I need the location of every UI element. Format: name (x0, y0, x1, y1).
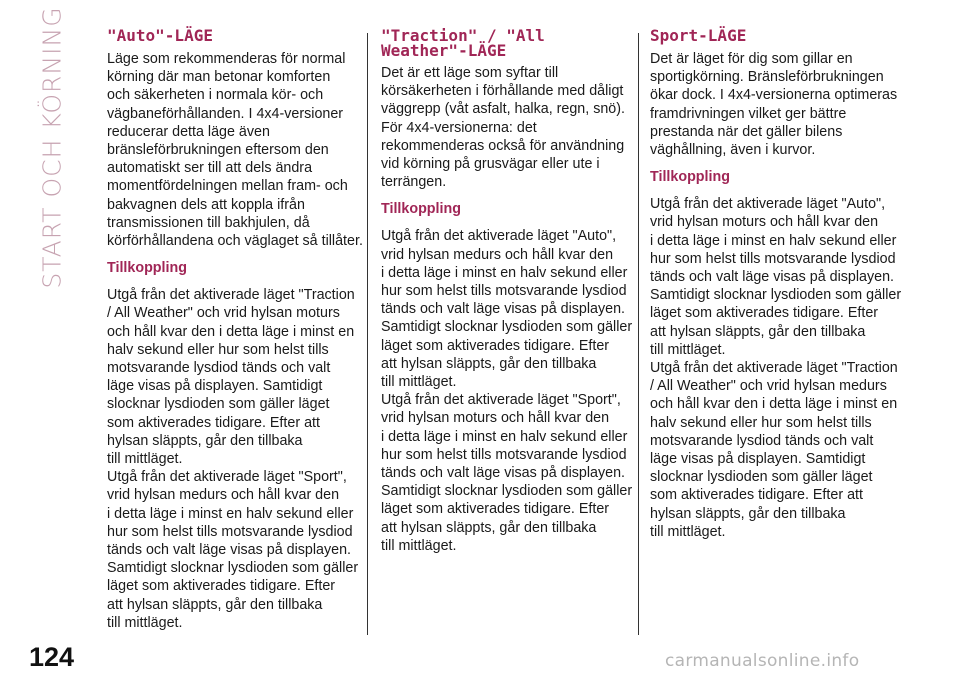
section-heading: "Auto"-LÄGE (107, 26, 213, 45)
section-body: Utgå från det aktiverade läget "Traction / All Weather" och vrid hylsan moturs och håll kvar den i detta läge i minst en halv sekund eller hur som helst tills motsvarande lysdiod tänds och valt läge visas på displayen. Samtidigt slocknar lysdioden som gäller läget som aktiverades tidigare. Efter att hylsan släppts, går den tillbaka till mittläget. Utgå från det aktiverade läget "Sport", vrid hylsan medurs och håll kvar den i detta läge i minst en halv sekund eller hur som helst tills motsvarande lysdiod tänds och valt läge visas på displayen. Samtidigt slocknar lysdioden som gäller läget som aktiverades tidigare. Efter att hylsan släppts, går den tillbaka till mittläget. (107, 287, 359, 631)
column-sport-mode (650, 28, 910, 541)
column-auto-mode (107, 28, 363, 632)
subheading: Tillkoppling (381, 201, 461, 218)
subheading: Tillkoppling (107, 260, 187, 277)
section-heading: "Traction" / "All Weather"-LÄGE (381, 26, 545, 60)
column-traction-mode (381, 28, 636, 555)
column-divider (638, 33, 639, 635)
section-intro: Läge som rekommenderas för normal körning där man betonar komforten och säkerheten i normala kör- och vägbaneförhållanden. I 4x4-versioner reducerar detta läge även bränsleförbrukningen eftersom den automatiskt ser till att dels ändra momentfördelningen mellan fram- och bakvagnen dels att koppla ifrån transmissionen till bakhjulen, då körförhållandena och väglaget så tillåter. (107, 51, 363, 250)
chapter-side-title (22, 6, 82, 289)
section-intro: Det är ett läge som syftar till körsäkerheten i förhållande med dåligt väggrepp (våt asfalt, halka, regn, snö). För 4x4-versionerna: det rekommenderas också för användning vid körning på grusvägar eller ute i terrängen. (381, 65, 625, 191)
section-body: Utgå från det aktiverade läget "Auto", vrid hylsan moturs och håll kvar den i detta läge i minst en halv sekund eller hur som helst tills motsvarande lysdiod tänds och valt läge visas på displayen. Samtidigt slocknar lysdioden som gäller läget som aktiverades tidigare. Efter att hylsan släppts, går den tillbaka till mittläget. Utgå från det aktiverade läget "Traction / All Weather" och vrid hylsan medurs och håll kvar den i detta läge i minst en halv sekund eller hur som helst tills motsvarande lysdiod tänds och valt läge visas på displayen. Samtidigt slocknar lysdioden som gäller läget som aktiverades tidigare. Efter att hylsan släppts, går den tillbaka till mittläget. (650, 196, 902, 540)
watermark: carmanualsonline.info (665, 651, 860, 671)
column-divider (367, 33, 368, 635)
chapter-title-text: START OCH KÖRNING (37, 6, 67, 289)
page-number: 124 (29, 642, 75, 672)
section-intro: Det är läget för dig som gillar en sportigkörning. Bränsleförbrukningen ökar dock. I 4x4-versionerna optimeras framdrivningen vilket ger bättre prestanda när det gäller bilens väghållning, även i kurvor. (650, 51, 898, 159)
subheading: Tillkoppling (650, 169, 730, 186)
section-heading: Sport-LÄGE (650, 26, 747, 45)
section-body: Utgå från det aktiverade läget "Auto", vrid hylsan medurs och håll kvar den i detta läge i minst en halv sekund eller hur som helst tills motsvarande lysdiod tänds och valt läge visas på displayen. Samtidigt slocknar lysdioden som gäller läget som aktiverades tidigare. Efter att hylsan släppts, går den tillbaka till mittläget. Utgå från det aktiverade läget "Sport", vrid hylsan moturs och håll kvar den i detta läge i minst en halv sekund eller hur som helst tills motsvarande lysdiod tänds och valt läge visas på displayen. Samtidigt slocknar lysdioden som gäller läget som aktiverades tidigare. Efter att hylsan släppts, går den tillbaka till mittläget. (381, 228, 633, 554)
